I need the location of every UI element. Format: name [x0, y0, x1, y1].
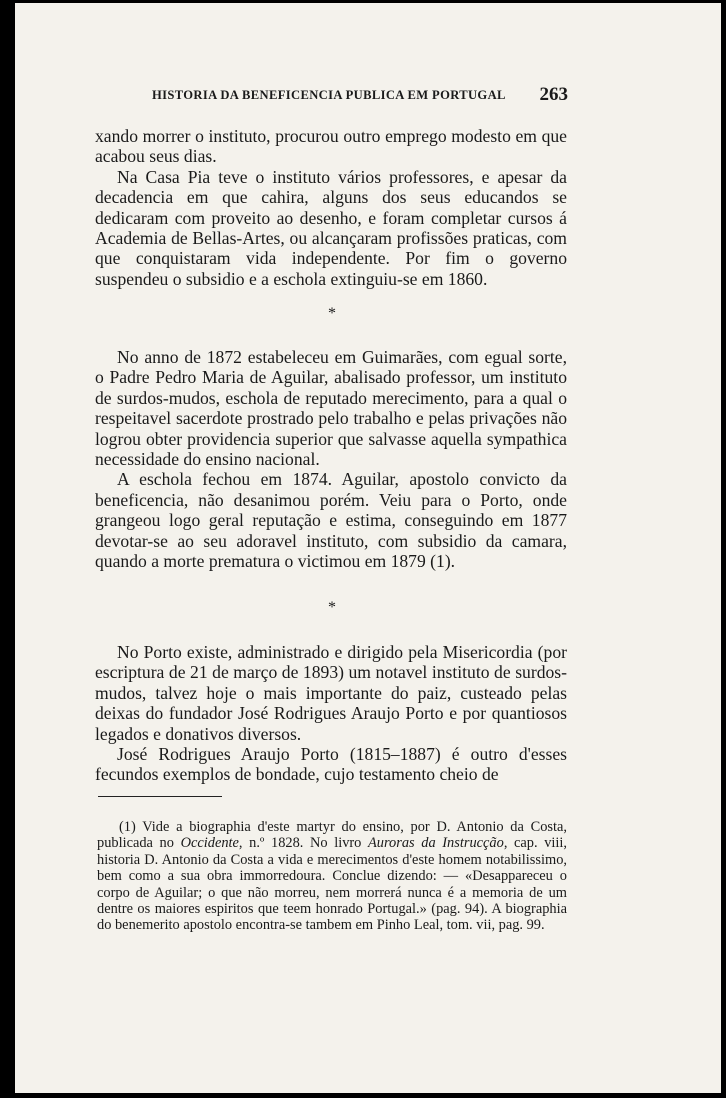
paragraph: Na Casa Pia teve o instituto vários professores, e apesar da decadencia em que cahira, alguns dos seus educandos se dedicaram com proveito ao desenho, e foram completar cursos á Academia de Bellas-Artes, ou alcançaram profissões praticas, com que conquistaram vida independente. Por fim o governo suspendeu o subsidio e a eschola extinguiu-se em 1860. [95, 166, 567, 289]
page-header [152, 84, 572, 106]
paragraph: A eschola fechou em 1874. Aguilar, apostolo convicto da beneficencia, não desanimou porém. Veiu para o Porto, onde grangeou logo geral reputação e estima, conseguindo em 1877 devotar-se ao seu adoravel instituto, com subsidio da camara, quando a morte prematura o victimou em 1879 (1). [95, 469, 567, 572]
text-section-2 [95, 347, 567, 571]
book-title: Auroras da Instrucção [368, 835, 504, 852]
text-section-1 [95, 126, 567, 289]
text-section-3 [95, 642, 567, 785]
footnote-marker: (1) [119, 819, 136, 835]
section-separator-star: * [328, 599, 336, 616]
paragraph: No anno de 1872 estabeleceu em Guimarães, com egual sorte, o Padre Pedro Maria de Aguilar, abalisado professor, um instituto de surdos-mudos, eschola de reputado merecimento, para a qual o respeitavel sacerdote prostrado pelo trabalho e pelas privações não logrou obter providencia superior que salvasse aquella sympathica necessidade do ensino nacional. [95, 347, 567, 470]
paragraph: No Porto existe, administrado e dirigido pela Misericordia (por escriptura de 21 de março de 1893) um notavel instituto de surdos-mudos, talvez hoje o mais importante do paiz, custeado pelas deixas do fundador José Rodrigues Araujo Porto e por quantiosos legados e donativos diversos. [95, 642, 567, 744]
page-number: 263 [539, 84, 568, 105]
section-separator-star: * [328, 305, 336, 322]
footnote: (1) Vide a biographia d'este martyr do ensino, por D. Antonio da Costa, publicada no Occidente, n.º 1828. No livro Auroras da Instrucção, cap. viii, historia D. Antonio da Costa a vida e merecimentos d'este homem notabilissimo, bem como a sua obra immorredoura. Conclue dizendo: — «Desappareceu o corpo de Aguilar; o que não morreu, nem morrerá nunca é a memoria de um dentre os maiores espiritos que teem honrado Portugal.» (pag. 94). A biographia do benemerito apostolo encontra-se tambem em Pinho Leal, tom. vii, pag. 99. [97, 819, 567, 934]
journal-title: Occidente [180, 835, 239, 852]
footnote-rule [98, 796, 222, 797]
running-title: HISTORIA DA BENEFICENCIA PUBLICA EM PORTUGAL [152, 88, 506, 102]
paragraph: xando morrer o instituto, procurou outro emprego modesto em que acabou seus dias. [95, 126, 567, 167]
paragraph: José Rodrigues Araujo Porto (1815–1887) é outro d'esses fecundos exemplos de bondade, cujo testamento cheio de [95, 744, 567, 785]
